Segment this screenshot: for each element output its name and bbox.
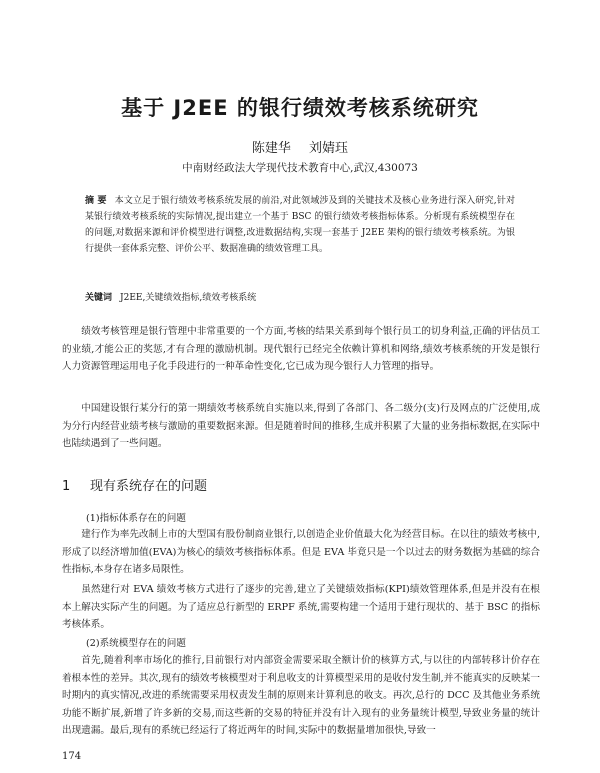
page-number: 174: [62, 751, 82, 762]
section-paragraph-3: [62, 652, 540, 740]
section-heading: [62, 475, 540, 494]
keywords-label: 关键词: [85, 293, 113, 303]
keywords: [85, 290, 515, 303]
paragraph-text: 首先,随着利率市场化的推行,目前银行对内部资金需要采取全额计价的核算方式,与以往的内部转移计价存在着根本性的差异。其次,现有的绩效考核模型对于利息收支的计算模型采用的是收付发生制,并不能真实的反映某一时期内的真实情况,改进的系统需要采用权责发生制的原则来计算利息的收支。再次,总行的 DCC 及其他业务系统功能不断扩展,新增了许多新的交易,而这些新的交易的特征并没有计入现有的业务量统计模型,导致业务量的统计出现遗漏。最后,现有的系统已经运行了将近两年的时间,实际中的数据量增加很快,导致一: [62, 655, 540, 736]
intro-paragraph-2: [62, 400, 540, 453]
author-names: 陈建华 刘婧珏: [251, 141, 349, 156]
paper-title: 基于 J2EE 的银行绩效考核系统研究: [121, 96, 479, 120]
paragraph-text: 中国建设银行某分行的第一期绩效考核系统自实施以来,得到了各部门、各二级分(支)行及网点的广泛使用,成为分行内经营业绩考核与激励的重要数据来源。但是随着时间的推移,生成并积累了大量的业务指标数据,在实际中也陆续遇到了一些问题。: [62, 403, 540, 449]
keywords-text: J2EE,关键绩效指标,绩效考核系统: [120, 293, 257, 303]
paragraph-text: 绩效考核管理是银行管理中非常重要的一个方面,考核的结果关系到每个银行员工的切身利益,正确的评估员工的业绩,才能公正的奖惩,才有合理的激励机制。现代银行已经完全依赖计算机和网络,绩效考核系统的开发是银行人力资源管理运用电子化手段进行的一种革命性变化,它已成为现今银行人力管理的指导。: [62, 326, 540, 372]
subsection-heading-2: (2)系统模型存在的问题: [86, 638, 186, 649]
subsection-heading-1: (1)指标体系存在的问题: [86, 513, 186, 524]
abstract-label: 摘 要: [85, 196, 107, 206]
section-title: 现有系统存在的问题: [90, 479, 208, 494]
abstract: [85, 193, 515, 257]
paragraph-text: 虽然建行对 EVA 绩效考核方式进行了逐步的完善,建立了关键绩效指标(KPI)绩效管理体系,但是并没有在根本上解决实际产生的问题。为了适应总行新型的 ERPF 系统,需要构建一个适用于建行现状的、基于 BSC 的指标考核体系。: [62, 584, 540, 630]
section-paragraph-2: [62, 581, 540, 634]
section-paragraph-1: [62, 526, 540, 579]
intro-paragraph-1: [62, 323, 540, 376]
section-number: 1: [62, 479, 71, 494]
author-affiliation: 中南财经政法大学现代技术教育中心,武汉,430073: [182, 162, 418, 174]
paragraph-text: 建行作为率先改制上市的大型国有股份制商业银行,以创造企业价值最大化为经营目标。在以往的绩效考核中,形成了以经济增加值(EVA)为核心的绩效考核指标体系。但是 EVA 毕竟只是一个以过去的财务数据为基础的综合性指标,本身存在诸多局限性。: [62, 529, 540, 575]
abstract-text: 本文立足于银行绩效考核系统发展的前沿,对此领域涉及到的关键技术及核心业务进行深入研究,针对某银行绩效考核系统的实际情况,提出建立一个基于 BSC 的银行绩效考核指标体系。分析现有系统模型存在的问题,对数据来源和评价模型进行调整,改进数据结构,实现一套基于 J2EE 架构的银行绩效考核系统。为银行提供一套体系完整、评价公平、数据准确的绩效管理工具。: [85, 196, 515, 254]
